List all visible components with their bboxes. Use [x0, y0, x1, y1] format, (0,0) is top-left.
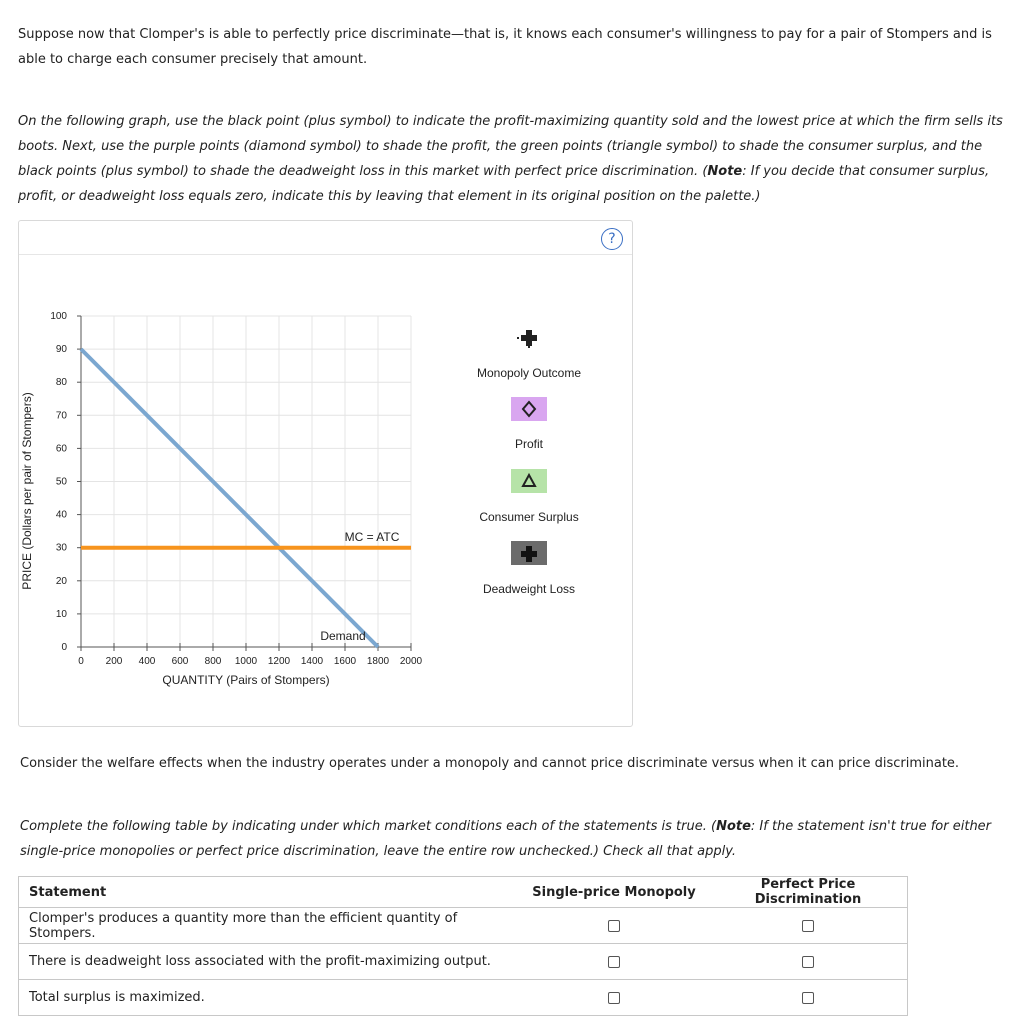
x-tick-label: 1000: [234, 656, 258, 667]
instructions-part1: On the following graph, use the black point (plus symbol) to indicate the profit-maximizing quantity sold and the lowest price at which the firm sells its boots. Next, use the purple points (diamond symbol) to shade the profit, the green points (triangle symbol) to shade the consumer surplus, and the black points (plus symbol) to shade the deadweight loss in this market with perfect price discrimination. (: [18, 114, 1003, 179]
monopoly-outcome-label: Monopoly Outcome: [476, 366, 582, 380]
x-tick-label: 600: [171, 656, 189, 667]
perfect-discrimination-checkbox[interactable]: [802, 920, 814, 932]
x-tick-label: 0: [78, 656, 84, 667]
y-tick-label: 100: [50, 311, 67, 322]
y-tick-label: 30: [55, 542, 67, 554]
x-axis-label: QUANTITY (Pairs of Stompers): [162, 673, 330, 687]
plus-icon: [521, 330, 537, 346]
table-row: [19, 908, 908, 944]
perfect-discrimination-cell: [709, 980, 908, 1016]
table-note-label: Note: [716, 819, 751, 834]
y-tick-label: 50: [55, 476, 67, 488]
single-price-checkbox[interactable]: [608, 920, 620, 932]
single-price-cell: [519, 908, 709, 944]
mc-atc-label: MC = ATC: [344, 530, 400, 544]
x-tick-label: 1600: [333, 656, 357, 667]
instructions-part2: : If you decide that consumer surplus, profit, or deadweight loss equals zero, indicate this by leaving that element in its original position on the palette.): [18, 164, 990, 204]
header-statement: Statement: [19, 877, 520, 908]
note-label: Note: [707, 164, 743, 179]
single-price-checkbox[interactable]: [608, 956, 620, 968]
supply-demand-chart: [19, 221, 632, 726]
y-tick-label: 90: [55, 344, 67, 356]
graph-panel: [18, 220, 633, 727]
y-tick-label: 20: [55, 575, 67, 587]
perfect-discrimination-cell: [709, 908, 908, 944]
statement-cell: Total surplus is maximized.: [19, 980, 520, 1016]
table-row: [19, 980, 908, 1016]
graph-instructions: [18, 109, 1008, 209]
deadweight-loss-tool[interactable]: [511, 541, 547, 565]
perfect-discrimination-checkbox[interactable]: [802, 992, 814, 1004]
welfare-text: Consider the welfare effects when the industry operates under a monopoly and cannot price discriminate versus when it can price discriminate.: [20, 756, 960, 771]
perfect-discrimination-cell: [709, 944, 908, 980]
statements-table: [18, 876, 908, 1016]
header-single-price: Single-price Monopoly: [519, 877, 709, 908]
header-perfect-discrimination: Perfect Price Discrimination: [709, 877, 908, 908]
consumer-surplus-swatch: [511, 469, 547, 493]
y-tick-label: 80: [55, 377, 67, 389]
x-tick-label: 1400: [300, 656, 324, 667]
profit-tool[interactable]: [511, 397, 547, 421]
y-tick-label: 10: [55, 608, 67, 620]
consumer-surplus-tool[interactable]: [511, 469, 547, 493]
table-row: [19, 944, 908, 980]
monopoly-outcome-tool[interactable]: [517, 330, 537, 349]
y-tick-label: 40: [55, 509, 67, 521]
demand-curve: [81, 349, 378, 647]
table-header-row: [19, 877, 908, 908]
x-tick-label: 800: [204, 656, 222, 667]
single-price-checkbox[interactable]: [608, 992, 620, 1004]
consumer-surplus-label: Consumer Surplus: [479, 510, 579, 524]
statement-cell: There is deadweight loss associated with the profit-maximizing output.: [19, 944, 520, 980]
y-tick-label: 60: [55, 443, 67, 455]
intro-text: Suppose now that Clomper's is able to perfectly price discriminate—that is, it knows each consumer's willingness to pay for a pair of Stompers and is able to charge each consumer precisely that amount.: [18, 27, 992, 67]
y-tick-label: 70: [55, 410, 67, 422]
single-price-cell: [519, 944, 709, 980]
y-tick-label: 0: [61, 642, 67, 653]
deadweight-loss-label: Deadweight Loss: [482, 582, 576, 596]
table-instructions-part1: Complete the following table by indicating under which market conditions each of the statements is true. (: [20, 819, 717, 834]
x-tick-label: 400: [138, 656, 156, 667]
chart-grid: [81, 316, 411, 647]
profit-label: Profit: [514, 437, 543, 451]
perfect-discrimination-checkbox[interactable]: [802, 956, 814, 968]
y-axis-label: PRICE (Dollars per pair of Stompers): [20, 392, 34, 590]
x-tick-label: 2000: [399, 656, 423, 667]
table-instructions: [20, 814, 1010, 864]
help-icon[interactable]: ?: [601, 228, 623, 250]
x-tick-label: 1200: [267, 656, 291, 667]
x-tick-label: 1800: [366, 656, 390, 667]
demand-label: Demand: [320, 629, 366, 643]
single-price-cell: [519, 980, 709, 1016]
statement-cell: Clomper's produces a quantity more than the efficient quantity of Stompers.: [19, 908, 520, 944]
x-tick-label: 200: [105, 656, 123, 667]
table-instructions-part2: : If the statement isn't true for either single-price monopolies or perfect price discrimination, leave the entire row unchecked.) Check all that apply.: [20, 819, 992, 859]
